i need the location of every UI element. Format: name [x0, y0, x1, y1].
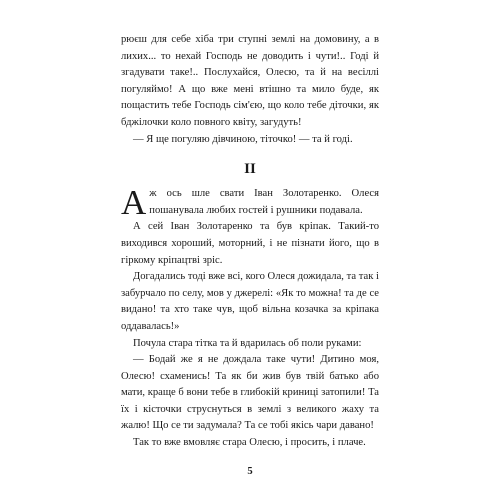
text-paragraph: Догадались тоді вже всі, кого Олеся дожидала, та так і забурчало по селу, мов у джерелі: «Як то можна! та де се видано! та хто таке чув, щоб вільна козачка за кріпака оддавалась!»	[121, 271, 379, 332]
chapter-opening-paragraph	[121, 183, 379, 223]
opening-paragraph-text: ж ось шле свати Іван Золотаренко. Олеся пошанувала любих гостей і рушники подавала.	[149, 188, 379, 216]
text-paragraph: рюєш для себе хіба три ступні землі на домовину, а в лихих... то нехай Господь не доводить і чути!.. Годі й згадувати таке!.. Послухайся, Олесю, та й на весіллі погуляймо! А що вже мені втішно та мило буде, як пощастить тебе Господь сім'єю, що коло тебе діточки, як бджілочки коло повного квіту, загудуть!	[121, 34, 379, 128]
chapter-heading: II	[244, 161, 256, 178]
text-paragraph: Так то вже вмовляє стара Олесю, і просить, і плаче.	[133, 437, 366, 449]
text-paragraph: Почула стара тітка та й вдарилась об поли руками:	[133, 337, 362, 349]
text-paragraph: А сей Іван Золотаренко та був кріпак. Такий-то виходився хороший, моторний, і не пізнати його, що в гіркому кріпацтві зріс.	[121, 221, 379, 266]
text-paragraph: — Я ще погуляю дівчиною, тіточко! — та й годі.	[133, 133, 353, 145]
text-paragraph: — Бодай же я не дождала таке чути! Дитино моя, Олесю! схаменись! Та як би жив був твій батько або мати, краще б вони тебе в глибокій криниці затопили! Та їх і кісточки струснуться в землі з великого жаху та жалю! Що се ти задумала? Та се тобі якісь чари давано!	[121, 354, 379, 432]
page-body	[121, 32, 379, 452]
drop-cap: А	[121, 183, 147, 223]
page-number: 5	[247, 466, 253, 477]
